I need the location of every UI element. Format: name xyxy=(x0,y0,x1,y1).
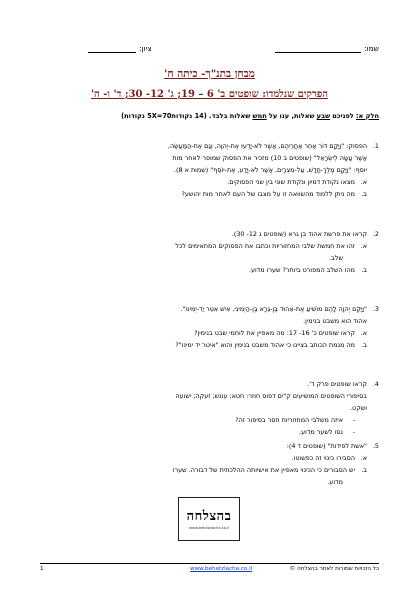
sub-question xyxy=(44,264,367,276)
sub-question-text: הסבירו כינוי זה כפשוטו. xyxy=(291,454,355,462)
sub-question xyxy=(44,464,367,488)
student-name-field[interactable] xyxy=(275,44,379,53)
sub-question-text: שלב. xyxy=(329,254,343,262)
part-a-text-3: שאלות בלבד. (14 נקודות5X=70 נקודות) xyxy=(121,112,251,120)
sub-question xyxy=(44,426,367,438)
page-footer xyxy=(40,566,379,576)
sub-question xyxy=(44,327,367,339)
question-line: אהוד הוא משבט בנימין. xyxy=(303,317,367,325)
name-label: שמו: xyxy=(364,44,379,53)
question-line: הפסוק: "וַיָּקָם דּוֹר אַחֵר אַחֲרֵיהֶם, אֲשֶׁר לֹא-יָדְעוּ אֶת-יְהוָה, וְגַם אֶת-הַמַּעֲשֶׂה, xyxy=(167,142,367,150)
question-number: 2. xyxy=(372,230,379,238)
sub-question-letter: א. xyxy=(360,329,367,337)
sub-question-letter: ב. xyxy=(361,266,367,274)
grade-field[interactable] xyxy=(88,44,152,53)
question-line: "וַיָּקֶם יְהוָה לָהֶם מוֹשִׁיעַ אֶת-אֵהוּד בֶּן-גֵּרָא בֶּן-הַיְמִינִי, אִישׁ אִטֵּר יַד-יְמִינוֹ". xyxy=(180,305,367,313)
part-a-instructions xyxy=(40,112,379,120)
question-number: 1. xyxy=(372,142,379,150)
footer-link[interactable]: www.behatzlacha.co.il xyxy=(190,566,253,572)
sub-question-text: מצאו נקודת דמיון ונקודת שוני בין שני הפסוקים. xyxy=(227,178,355,186)
sub-question-letter: א. xyxy=(360,242,367,250)
sub-question xyxy=(44,188,367,200)
part-a-text-1: לפניכם xyxy=(332,112,354,120)
sub-question xyxy=(44,414,367,426)
behatzlacha-logo xyxy=(178,497,240,541)
logo-text: בהצלחה xyxy=(186,509,232,524)
part-a-text-2: שאלות, ענו על xyxy=(268,112,315,120)
question-number: 5. xyxy=(372,442,379,450)
question-line: "אשת לפידות" (שופטים ד 4): xyxy=(286,442,367,450)
question-number: 4. xyxy=(372,380,379,388)
sub-question xyxy=(44,176,367,188)
sub-question-text: קראו שופטים כ' 16- 17: מה מאפיין את לוחמי שבט בנימין? xyxy=(194,329,355,337)
question-line: קראו את פרשת אהוד בן גרא (שופטים ג 12- 30). xyxy=(231,230,367,238)
sub-question-text: מה מגמת הכותב בציינו כי אהוד משבט בנימין והוא "איטר יד ימינו"? xyxy=(175,341,355,349)
question-line: קראו שופטים פרק ד'. xyxy=(307,380,367,388)
question-2 xyxy=(44,228,379,276)
bullet-marker: - xyxy=(352,428,355,436)
sub-question-text: נסו לשער מדוע. xyxy=(299,428,343,436)
sub-question xyxy=(44,339,367,351)
question-4 xyxy=(44,378,379,438)
grade-label: ציון: xyxy=(139,44,152,53)
sub-question-text: מדוע. xyxy=(327,478,343,486)
sub-question xyxy=(44,452,367,464)
question-line: בסיפורי השופטים המושיעים ק"ים דפוס חוזר: חטא; עונש; זעקה; ישועה xyxy=(175,392,367,400)
sub-question-letter: ב. xyxy=(361,341,367,349)
bullet-marker: - xyxy=(352,416,355,424)
question-line: ושקט. xyxy=(350,404,367,412)
sub-question-text: מה ניתן ללמוד מהשוואה זו על מצבו של העם לאחר מות יהושע? xyxy=(181,190,355,198)
question-3 xyxy=(44,303,379,351)
question-5 xyxy=(44,440,379,488)
question-line: יוסף: "וַיָּקָם מֶלֶךְ-חָדָשׁ, עַל-מִצְרָיִם, אֲשֶׁר לֹא-יָדַע, אֶת-יוֹסֵף" (שמות א 8). xyxy=(174,166,367,174)
logo-sub: www.behatzlacha.co.il xyxy=(189,526,229,530)
sub-question-letter: א. xyxy=(360,454,367,462)
sub-question-text: יש הסבורים כי הכינוי מאפיין את אישיותה ההלכתית של דבורה. שערו xyxy=(172,466,355,474)
footer-divider xyxy=(40,563,379,564)
page-number: 1 xyxy=(40,566,44,572)
question-number: 3. xyxy=(372,305,379,313)
question-1 xyxy=(44,140,379,200)
question-line: אֲשֶׁר עָשָׂה לְיִשְׂרָאֵל" (שופטים ב 10) מזכיר את הפסוק שמופר לאחר מות xyxy=(172,154,367,162)
name-underline xyxy=(275,52,361,53)
sub-question xyxy=(44,240,367,264)
sub-question-letter: ב. xyxy=(361,466,367,474)
sub-question-text: איזה משלבי המחזוריות חסר בסיפור זה? xyxy=(235,416,343,424)
part-a-five: חמש xyxy=(252,112,267,120)
part-a-seven: שבע xyxy=(316,112,331,120)
footer-copyright: כל הזכויות שמורות לאתר בהצלחה © xyxy=(289,566,379,572)
sub-question-text: זהו את חמשת שלבי המחזוריות וכתבו את הפסוקים המתאימים לכל xyxy=(175,242,355,250)
page-title: מבחן בתנ"ך- כיתה ח' xyxy=(164,68,255,80)
sub-question-text: מהו השלב המפורט ביותר? שערו מדוע. xyxy=(249,266,355,274)
sub-question-letter: ב. xyxy=(361,190,367,198)
grade-underline xyxy=(88,52,136,53)
header-row xyxy=(40,44,379,58)
part-a-label: חלק א: xyxy=(355,112,379,120)
sub-question-letter: א. xyxy=(360,178,367,186)
page-subtitle: הפרקים שנלמדו: שופטים ב' 6 – 19; ג' 12- 30; ד' ו- ה' xyxy=(90,89,328,100)
